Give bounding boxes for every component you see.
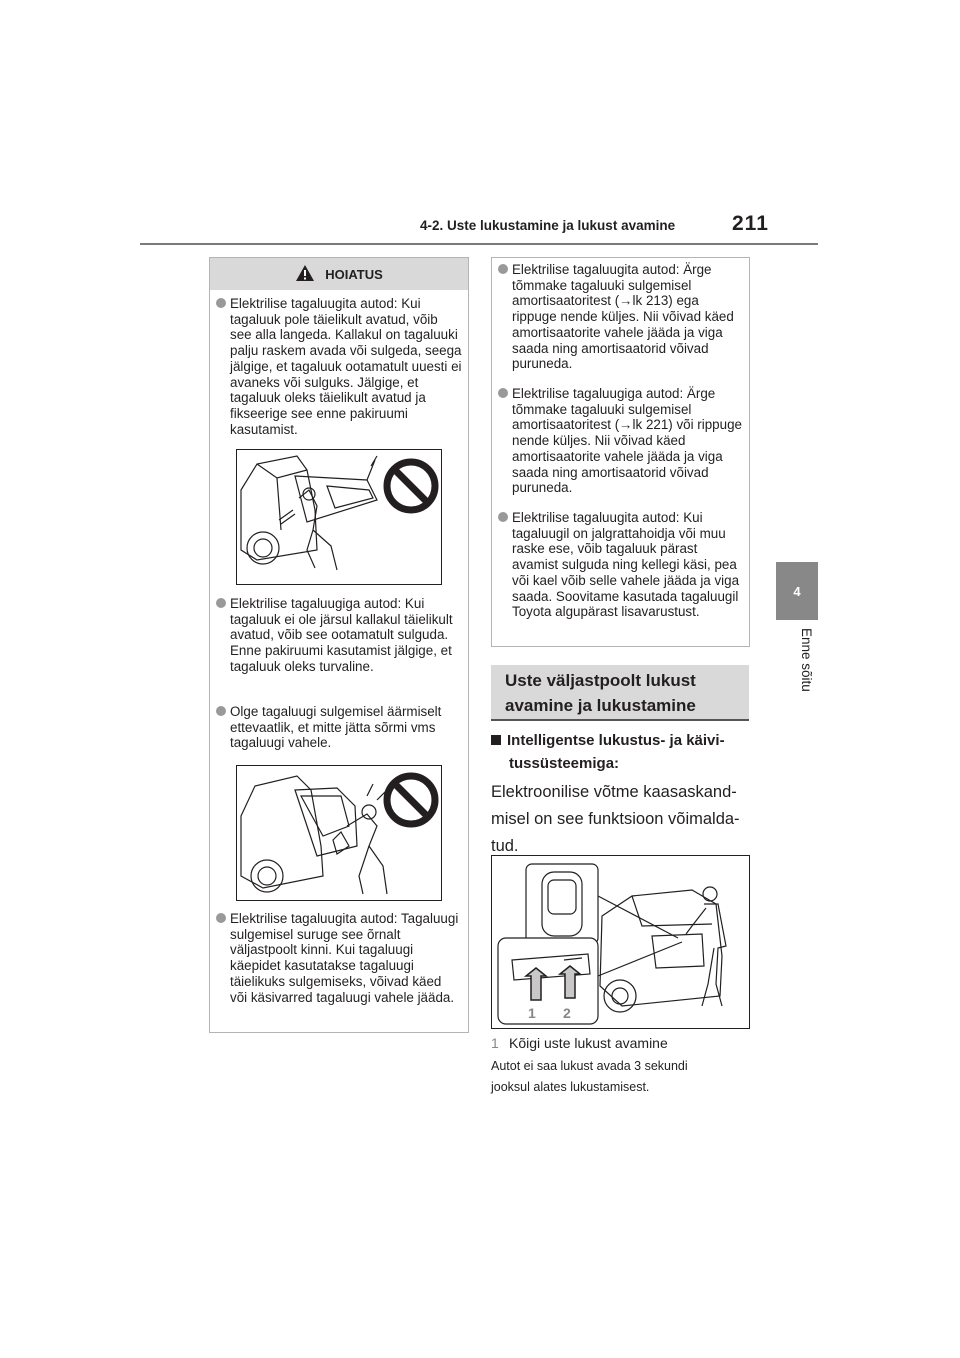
figure-label-1: 1 <box>528 1005 536 1021</box>
warning-bullet: Elektrilise tagaluugita autod: Tagaluugi sulgemisel suruge see õrnalt väljastpoolt kinni. Kui tagaluugi käepidet kasutatakse tagaluugi täielikuks sulgemiseks, võivad käed või käsivarred tagaluugi vahele jääda. <box>212 911 462 1005</box>
header-rule <box>140 243 818 245</box>
warning-bullet: Elektrilise tagaluugiga autod: Kui tagaluuk ei ole järsul kallakul täielikult avatud, võib see ootamatult sulguda. Enne pakiruumi kasutamist jälgige, et tagaluuk oleks turvaline. <box>212 596 462 675</box>
subheading: Intelligentse lukustus- ja käivi- <box>491 729 725 752</box>
illustration-fingers-caught <box>236 765 442 901</box>
chapter-label: Enne sõitu <box>799 628 814 692</box>
illustration-door-unlock <box>491 855 750 1029</box>
note-text: jooksul alates lukustamisest. <box>491 1080 650 1094</box>
page-number: 211 <box>732 212 769 235</box>
warning-bullet: Elektrilise tagaluugita autod: Kui tagaluugil on jalgrattahoidja või muu raske ese, võib tagaluuk pärast avamist sulguda ning kellegi käsi, pea või kael võib selle vahele jääda ja viga saada. Soovitame kasutada tagaluugil Toyota algupärast lisavarustust. <box>494 510 744 620</box>
warning-bullet: Elektrilise tagaluugiga autod: Ärge tõmmake tagaluuki sulgemisel amortisaatoritest (→lk 221) või rippuge nende küljes. Nii võivad käed amortisaatorite vahele jääda ja viga saada ning amortisaatorid võivad puruneda. <box>494 386 744 496</box>
body-text: Elektroonilise võtme kaasaskand- <box>491 783 737 801</box>
warning-bullet: Elektrilise tagaluugita autod: Kui tagaluuk pole täielikult avatud, võib see alla langeda. Kallakul on tagaluuki palju raskem avada või sulgeda, seega jälgige, et tagaluuk ootamatult uuesti ei avaneks või sulguks. Jälgige, et tagaluuk oleks täielikult avatud ja fikseerige see enne pakiruumi kasutamist. <box>212 296 462 437</box>
figure-label-2: 2 <box>563 1005 571 1021</box>
section-heading: Uste väljastpoolt lukust avamine ja lukustamine <box>491 665 749 721</box>
warning-header <box>210 258 468 290</box>
note-text: Autot ei saa lukust avada 3 sekundi <box>491 1059 688 1073</box>
subheading-cont: tussüsteemiga: <box>509 755 620 772</box>
step-text: Kõigi uste lukust avamine <box>509 1035 668 1051</box>
warning-bullet: Elektrilise tagaluugita autod: Ärge tõmmake tagaluuki sulgemisel amortisaatoritest (→lk 213) ega rippuge nende küljes. Nii võivad käed amortisaatorite vahele jääda ja viga saada ning amortisaatorid võivad puruneda. <box>494 262 744 372</box>
chapter-tab[interactable]: 4 <box>776 562 818 620</box>
warning-bullet: Olge tagaluugi sulgemisel äärmiselt ettevaatlik, et mitte jätta sõrmi vms tagaluugi vahele. <box>212 704 464 751</box>
bullet-icon <box>498 512 508 522</box>
step-number: 1 <box>491 1035 499 1051</box>
illustration-tailgate-falling <box>236 449 442 585</box>
body-text: tud. <box>491 837 519 855</box>
bullet-icon <box>216 913 226 923</box>
bullet-icon <box>498 264 508 274</box>
bullet-icon <box>216 706 226 716</box>
warning-title: HOIATUS <box>325 266 383 282</box>
square-bullet-icon <box>491 735 501 745</box>
prohibited-icon <box>387 462 435 510</box>
section-title: 4-2. Uste lukustamine ja lukust avamine <box>420 218 676 233</box>
bullet-icon <box>216 598 226 608</box>
body-text: misel on see funktsioon võimalda- <box>491 810 740 828</box>
prohibited-icon <box>387 776 435 824</box>
warning-triangle-icon <box>295 264 315 285</box>
bullet-icon <box>216 298 226 308</box>
bullet-icon <box>498 388 508 398</box>
